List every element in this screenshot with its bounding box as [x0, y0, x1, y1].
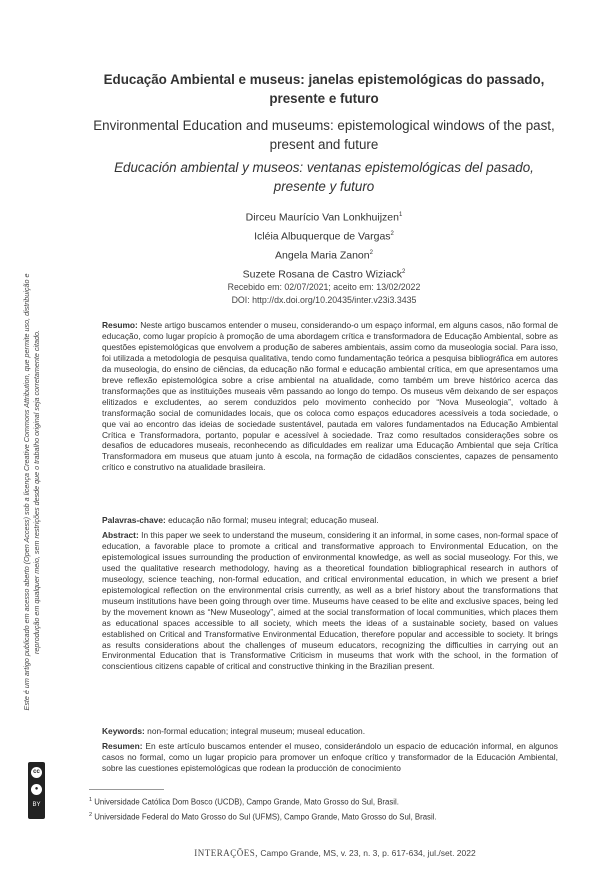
- resumo-section: [102, 320, 558, 473]
- author-list: [100, 207, 548, 283]
- attribution-person-icon: ●: [31, 784, 42, 795]
- palavras-chave-section: [102, 515, 558, 526]
- author-name: Dirceu Maurício Van Lonkhuijzen$^1$: [245, 211, 403, 224]
- author-name: Suzete Rosana de Castro Wiziack$^2$: [242, 268, 406, 281]
- doi-link[interactable]: DOI: http://dx.doi.org/10.20435/inter.v23i3.3435: [231, 295, 417, 305]
- article-dates: [100, 281, 548, 307]
- abstract-section: [102, 530, 558, 672]
- keywords-text: non-formal education; integral museum; museal education.: [147, 726, 366, 736]
- creative-commons-badge[interactable]: [28, 762, 45, 819]
- creative-commons-icon: cc: [31, 767, 42, 778]
- title-portuguese: Educação Ambiental e museus: janelas epistemológicas do passado, presente e futuro: [103, 72, 545, 106]
- author-name: Icléia Albuquerque de Vargas$^2$: [254, 230, 394, 243]
- footnotes: [89, 794, 549, 823]
- license-notice: Este é um artigo publicado em acesso aberto (Open Access) sob a licença Creative Commons Attribution, que permite uso, distribuição e reprodução em qualquer meio, sem restrições desde que o trabalho original seja corretamente citado.: [22, 273, 41, 711]
- resumen-label: Resumen:: [102, 741, 143, 751]
- running-footer: [170, 848, 500, 858]
- resumo-label: Resumo:: [102, 320, 138, 330]
- abstract-text: In this paper we seek to understand the museum, considering it an informal, in some cases, non-formal space of education, a favorable place to promote a critical and transformative approach to Environmental Education, on the epistemological issues surrounding the production of environmental knowledge, as well as social museology. For this, we used the qualitative research methodology, having as a theoretical foundation bibliographical research in authors of museology, science teaching, non-formal education, and critical environmental education, in which we present a brief epistemological reflection on the environmental crisis currently, as well as a brief history about the transformations that museum institutions have been going through over time. Museums have ceased to be elite and exclusive spaces, being led by the movement known as “New Museology”, aimed at the social transformation of local communities, which places them as educational spaces accessible to all society, which meets the ideas of a sustainable society, based on values established on Critical and Transformative Environmental Education, therefore popular and accessible to society. It brings as results considerations about the challenges of museum educators, recognizing the difficulties in carrying out an Environmental Education that is Transformative Criticism in museums that work with the school, in the formation of conscientious citizens capable of critical and constructive thinking in the Brazilian present.: [102, 530, 558, 672]
- footnote-divider: [89, 789, 164, 790]
- keywords-section: [102, 726, 558, 737]
- resumo-text: Neste artigo buscamos entender o museu, considerando-o um espaço informal, em alguns casos, não formal de educação, como lugar propício à promoção de uma abordagem crítica e transformadora de Educação Ambiental, sobre as questões epistemológicas que envolvem a produção de saberes ambientais, assim como da museologia social. Para isso, foi utilizada a metodologia de pesquisa qualitativa, tendo como fundamentação teórica a pesquisa bibliográfica em autores da museologia, do ensino de ciências, da educação não formal e educação ambiental crítica, em que apresentamos uma breve reflexão epistemológica sobre a crise ambiental na atualidade, como também um breve histórico acerca das transformações que as instituições museais vêm passando ao longo do tempo. Os museus vêm deixando de ser espaços elitizados e excludentes, ao serem conduzidos pelo movimento conhecido por “Nova Museologia”, voltado à transformação social de comunidades locais, que os coloca como espaços educadores acessíveis a toda sociedade, o que vai ao encontro das ideias de sociedade sustentável, pautada em valores fundamentados na Educação Ambiental Crítica e Transformadora, portanto, popular e acessível à sociedade. Traz como resultados considerações sobre os desafios de educadores museais, reconhecendo as dificuldades em realizar uma Educação Ambiental que seja Crítica Transformadora em museus que atuam junto à escola, na formação de cidadãos conscientes, capazes de pensamento crítico e construtivo na atualidade brasileira.: [102, 320, 558, 473]
- journal-name: INTERAÇÕES,: [194, 848, 259, 858]
- footnote: $^2$ Universidade Federal do Mato Grosso do Sul (UFMS), Campo Grande, Mato Grosso do Sul, Brasil.: [89, 811, 437, 822]
- title-spanish: Educación ambiental y museos: ventanas epistemológicas del pasado, presente y futuro: [114, 160, 534, 194]
- author-name: Angela Maria Zanon$^2$: [275, 249, 373, 262]
- palavras-chave-label: Palavras-chave:: [102, 515, 166, 525]
- footnote: $^1$ Universidade Católica Dom Bosco (UCDB), Campo Grande, Mato Grosso do Sul, Brasil.: [89, 797, 399, 807]
- resumen-text: En este artículo buscamos entender el museo, considerándolo un espacio de educación informal, en algunos casos no formal, como un lugar propicio para promover un enfoque crítico y transformador de la Educación Ambiental, sobre las cuestiones epistemológicas que rodean la producción de conocimiento: [102, 741, 558, 773]
- issue-info: Campo Grande, MS, v. 23, n. 3, p. 617-634, jul./set. 2022: [260, 848, 476, 858]
- abstract-label: Abstract:: [102, 530, 139, 540]
- title-english: Environmental Education and museums: epistemological windows of the past, present and future: [93, 118, 555, 152]
- resumen-section: [102, 741, 558, 774]
- by-label: BY: [32, 802, 41, 808]
- palavras-chave-text: educação não formal; museu integral; educação museal.: [168, 515, 379, 525]
- keywords-label: Keywords:: [102, 726, 145, 736]
- received-accepted-dates: Recebido em: 02/07/2021; aceito em: 13/02/2022: [227, 282, 421, 292]
